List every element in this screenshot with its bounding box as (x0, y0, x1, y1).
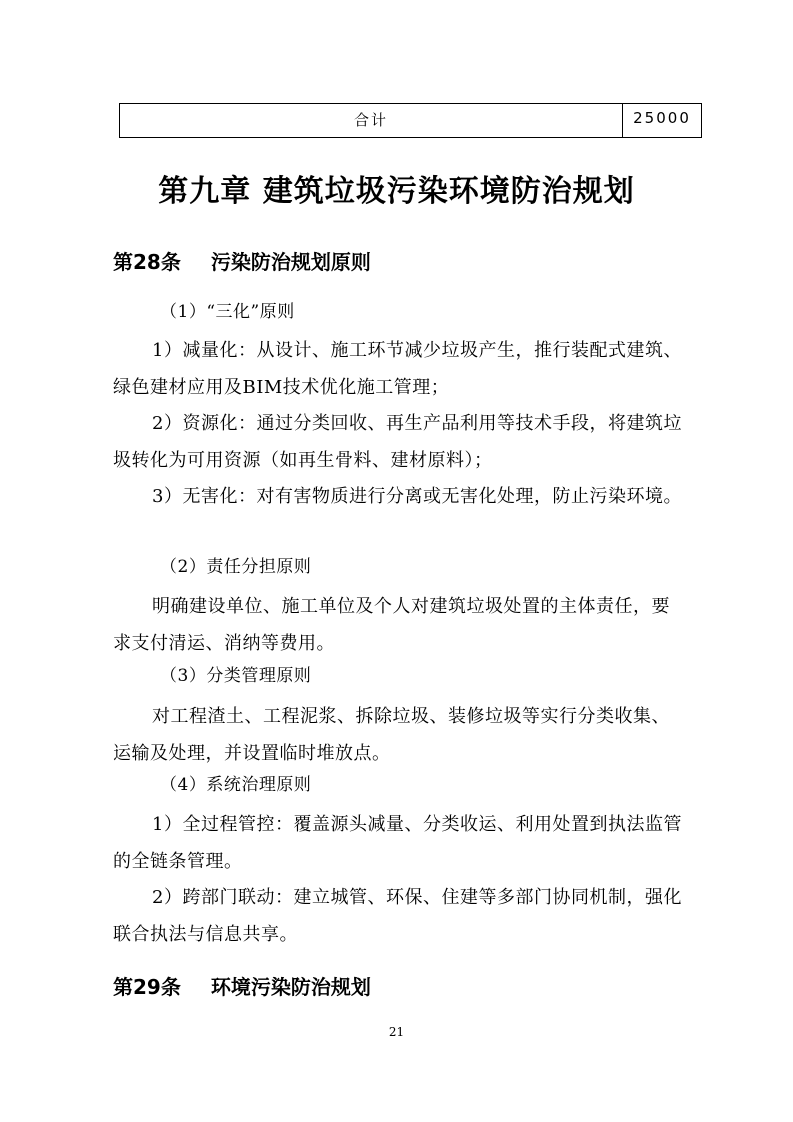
principle-1-item-1: 1）减量化：从设计、施工环节减少垃圾产生，推行装配式建筑、绿色建材应用及BIM技术优化施工管理； (113, 340, 682, 398)
page-number: 21 (388, 1025, 405, 1039)
principle-3-heading: （3）分类管理原则 (160, 666, 312, 686)
article-28-title: 污染防治规划原则 (210, 250, 371, 274)
total-value-cell: 25000 (623, 104, 702, 138)
principle-4-heading: （4）系统治理原则 (160, 775, 312, 795)
article-28-number: 第28条 (113, 250, 181, 274)
principle-2-heading: （2）责任分担原则 (160, 557, 312, 577)
principle-3-text: 对工程渣土、工程泥浆、拆除垃圾、装修垃圾等实行分类收集、运输及处理，并设置临时堆放点。 (113, 706, 670, 764)
chapter-title: 第九章 建筑垃圾污染环境防治规划 (158, 174, 635, 209)
principle-4-item-2: 2）跨部门联动：建立城管、环保、住建等多部门协同机制，强化联合执法与信息共享。 (113, 887, 682, 945)
principle-1-item-3: 3）无害化：对有害物质进行分离或无害化处理，防止污染环境。 (152, 486, 682, 507)
article-29-title: 环境污染防治规划 (210, 975, 371, 999)
principle-2-text: 明确建设单位、施工单位及个人对建筑垃圾处置的主体责任，要求支付清运、消纳等费用。 (113, 596, 670, 654)
article-29-number: 第29条 (113, 975, 181, 999)
total-label-cell: 合计 (120, 104, 623, 138)
principle-1-heading: （1）“三化”原则 (160, 302, 295, 322)
principle-1-item-2: 2）资源化：通过分类回收、再生产品利用等技术手段，将建筑垃圾转化为可用资源（如再生骨料、建材原料）； (113, 413, 682, 471)
article-29-heading (113, 971, 371, 1000)
total-table (119, 103, 702, 138)
article-28-heading (113, 246, 371, 275)
principle-4-item-1: 1）全过程管控：覆盖源头减量、分类收运、利用处置到执法监管的全链条管理。 (113, 814, 682, 872)
table-row (120, 104, 702, 138)
